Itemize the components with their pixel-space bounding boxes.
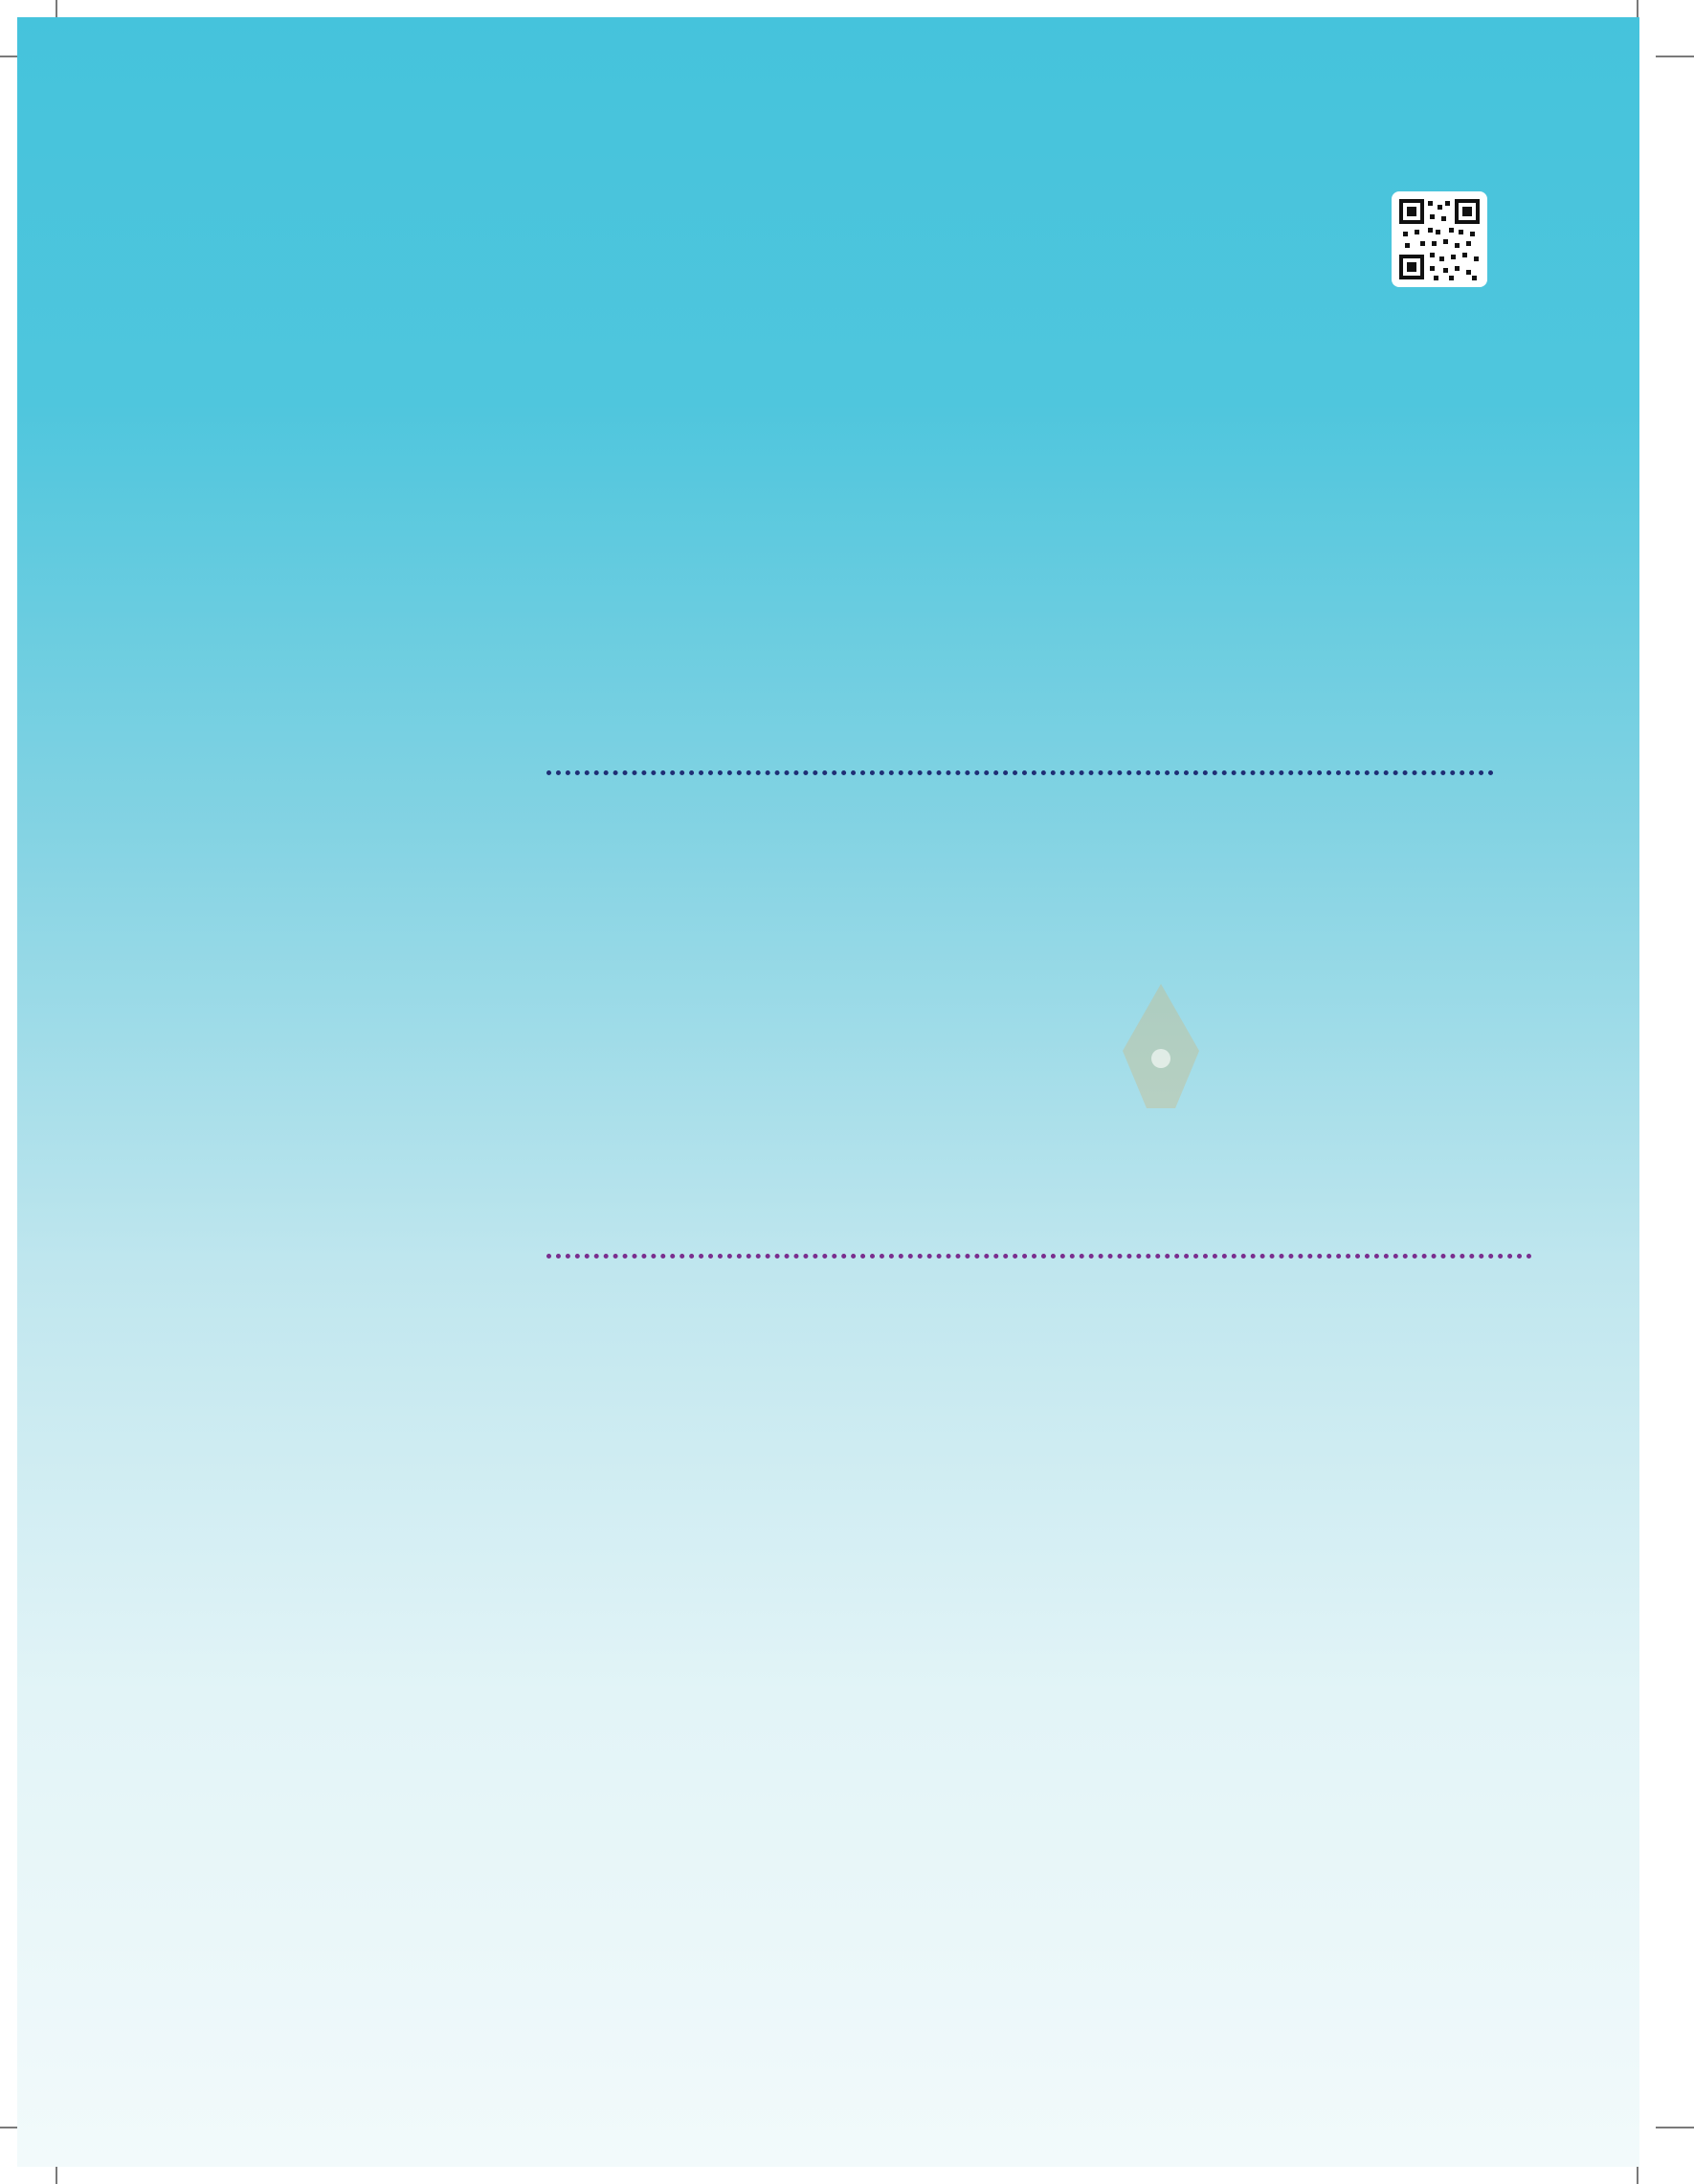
lesson-number-badge [172,245,474,546]
textbook-page [17,17,1639,2167]
crop-mark [1656,2127,1694,2128]
page-number-ring [188,1912,310,2035]
objective-item [633,889,1494,918]
terms-divider [546,1254,1532,1259]
objective-item [633,942,1494,970]
pen-nib-icon [1108,984,1214,1137]
crop-mark [1656,56,1694,57]
objective-item [633,836,1494,865]
chapter-footer [944,1958,965,1986]
qr-code[interactable] [1392,191,1487,287]
objectives-divider [546,770,1494,775]
qr-code-icon [1392,191,1487,287]
